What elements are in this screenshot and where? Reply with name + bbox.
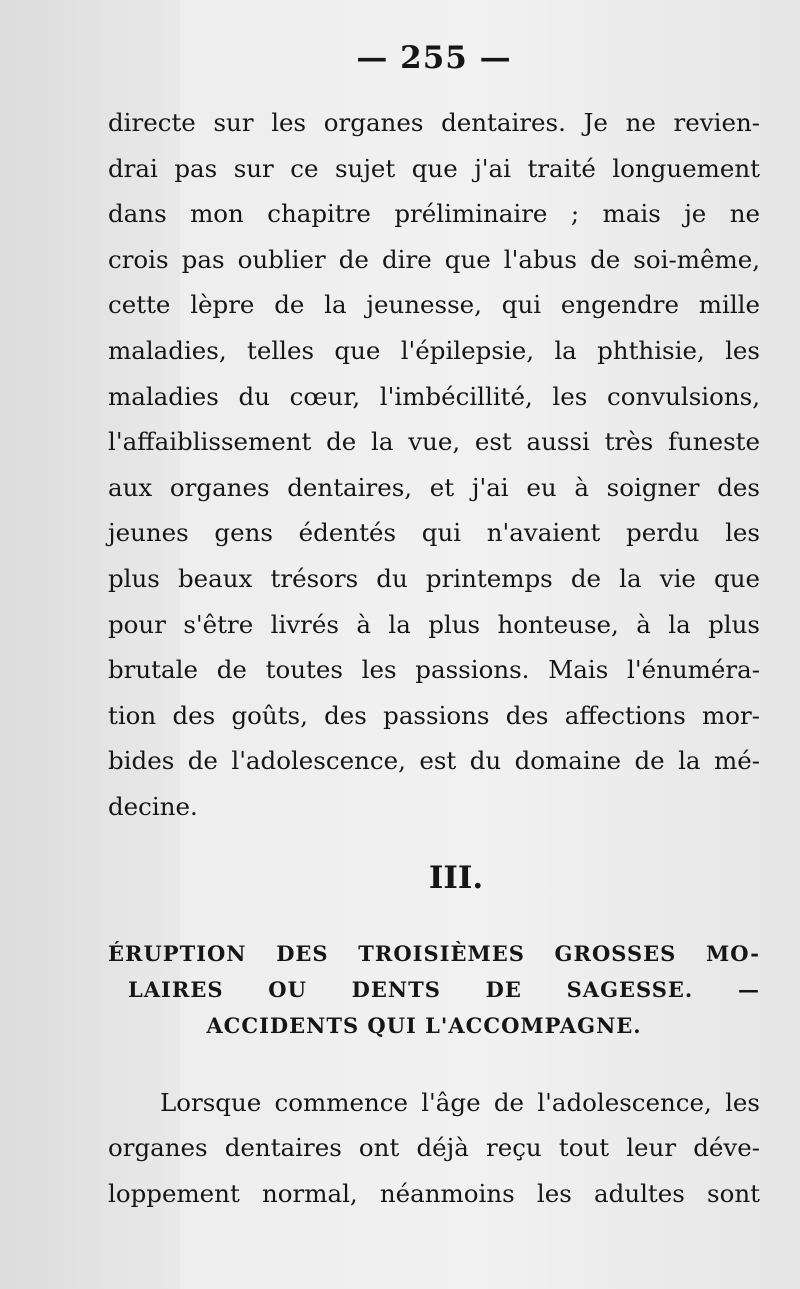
- section-title: [108, 936, 760, 1044]
- section-title-line: LAIRES OU DENTS DE SAGESSE. —: [128, 976, 760, 1002]
- paragraph-2: [108, 1080, 760, 1217]
- text-line: brutale de toutes les passions. Mais l'énuméra-: [108, 655, 760, 685]
- text-line: Lorsque commence l'âge de l'adolescence, les: [160, 1087, 760, 1117]
- text-line: pour s'être livrés à la plus honteuse, à la plus: [108, 609, 760, 639]
- paragraph-1: [108, 100, 760, 830]
- text-line: bides de l'adolescence, est du domaine de la mé-: [108, 746, 760, 776]
- text-line: l'affaiblissement de la vue, est aussi très funeste: [108, 427, 760, 457]
- text-line: drai pas sur ce sujet que j'ai traité longuement: [108, 153, 760, 183]
- text-block: [108, 34, 760, 1216]
- text-line: plus beaux trésors du printemps de la vie que: [108, 563, 760, 593]
- text-line: organes dentaires ont déjà reçu tout leur déve-: [108, 1133, 760, 1163]
- page-number: — 255 —: [356, 40, 512, 76]
- section-title-line: ÉRUPTION DES TROISIÈMES GROSSES MO-: [108, 940, 760, 966]
- text-line: directe sur les organes dentaires. Je ne revien-: [108, 108, 760, 137]
- text-line: aux organes dentaires, et j'ai eu à soigner des: [108, 472, 760, 502]
- text-line: loppement normal, néanmoins les adultes sont: [108, 1178, 760, 1208]
- text-line: maladies du cœur, l'imbécillité, les convulsions,: [108, 381, 760, 411]
- section-number: III.: [428, 859, 484, 896]
- text-line: tion des goûts, des passions des affections mor-: [108, 700, 760, 730]
- text-line: jeunes gens édentés qui n'avaient perdu les: [108, 518, 760, 548]
- text-line: maladies, telles que l'épilepsie, la phthisie, les: [108, 335, 760, 365]
- text-line: dans mon chapitre préliminaire ; mais je ne: [108, 199, 760, 229]
- section-title-line: ACCIDENTS QUI L'ACCOMPAGNE.: [206, 1012, 642, 1038]
- text-line: decine.: [108, 791, 198, 821]
- text-line: cette lèpre de la jeunesse, qui engendre mille: [108, 290, 760, 320]
- text-line: crois pas oublier de dire que l'abus de soi-même,: [108, 244, 760, 274]
